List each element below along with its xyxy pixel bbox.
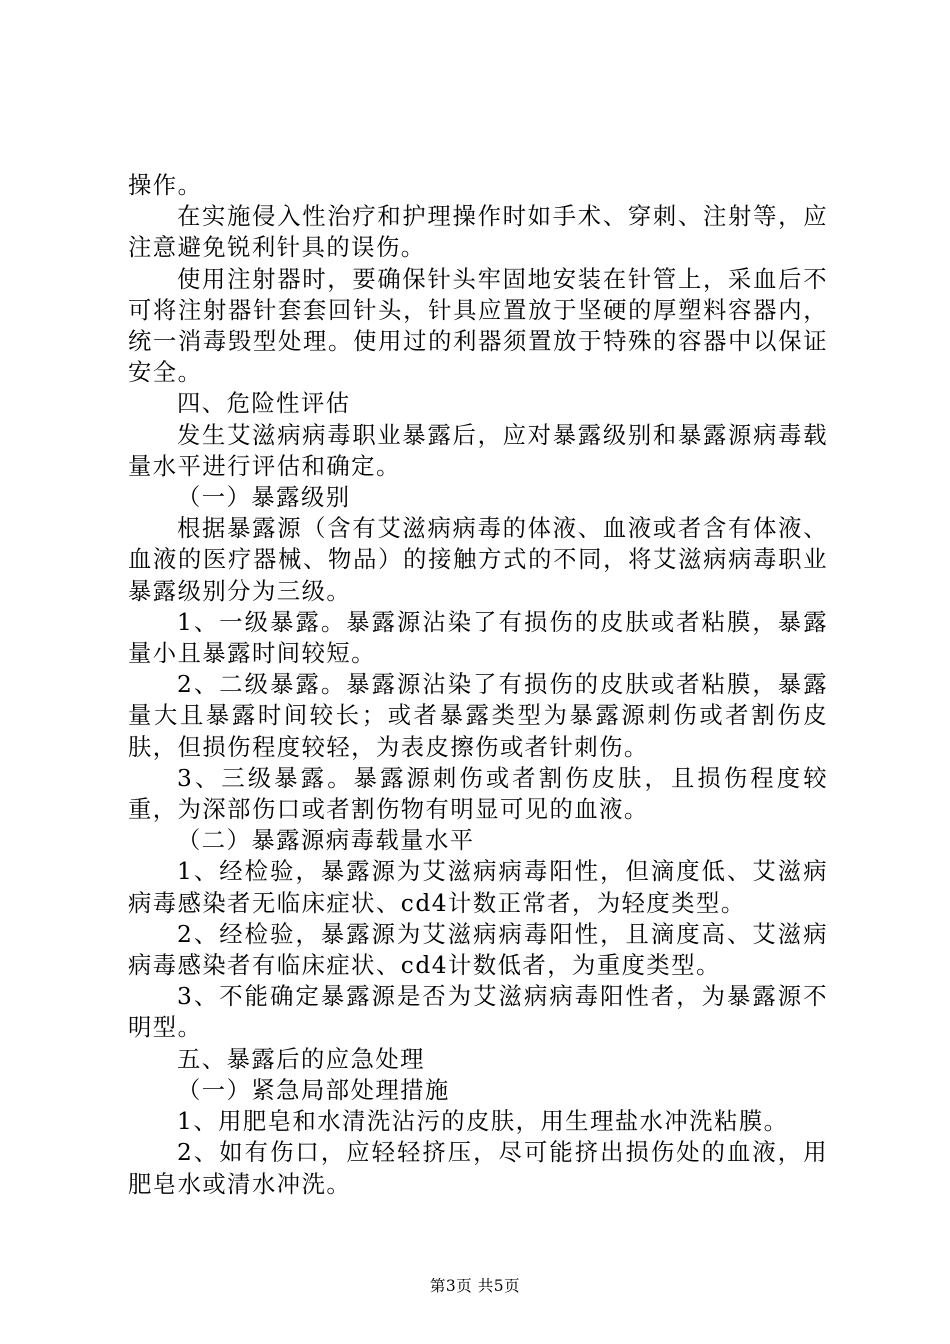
subsection-heading: （一）暴露级别 xyxy=(177,484,351,512)
paragraph: 在实施侵入性治疗和护理操作时如手术、穿刺、注射等，应注意避免锐利针具的误伤。 xyxy=(128,203,828,262)
document-body xyxy=(128,170,828,1200)
section-heading: 五、暴露后的应急处理 xyxy=(177,1045,425,1073)
list-item: 2、经检验，暴露源为艾滋病病毒阳性，且滴度高、艾滋病病毒感染者有临床症状、cd4计数低者，为重度类型。 xyxy=(128,920,828,980)
subsection-heading: （二）暴露源病毒载量水平 xyxy=(177,827,475,855)
list-item: 2、二级暴露。暴露源沾染了有损伤的皮肤或者粘膜，暴露量大且暴露时间较长；或者暴露类型为暴露源刺伤或者割伤皮肤，但损伤程度较轻，为表皮擦伤或者针刺伤。 xyxy=(128,671,828,761)
paragraph: 发生艾滋病病毒职业暴露后，应对暴露级别和暴露源病毒载量水平进行评估和确定。 xyxy=(128,421,828,480)
paragraph: 使用注射器时，要确保针头牢固地安装在针管上，采血后不可将注射器针套套回针头，针具应置放于坚硬的厚塑料容器内，统一消毒毁型处理。使用过的利器须置放于特殊的容器中以保证安全。 xyxy=(128,265,828,387)
subsection-heading: （一）紧急局部处理措施 xyxy=(177,1076,450,1104)
list-item: 1、经检验，暴露源为艾滋病病毒阳性，但滴度低、艾滋病病毒感染者无临床症状、cd4计数正常者，为轻度类型。 xyxy=(128,858,828,917)
list-item: 1、一级暴露。暴露源沾染了有损伤的皮肤或者粘膜，暴露量小且暴露时间较短。 xyxy=(128,608,828,668)
list-item: 2、如有伤口，应轻轻挤压，尽可能挤出损伤处的血液，用肥皂水或清水冲洗。 xyxy=(128,1139,828,1198)
list-item: 1、用肥皂和水清洗沾污的皮肤，用生理盐水冲洗粘膜。 xyxy=(177,1108,789,1136)
list-item: 3、不能确定暴露源是否为艾滋病病毒阳性者，为暴露源不明型。 xyxy=(128,983,828,1042)
paragraph: 根据暴露源（含有艾滋病病毒的体液、血液或者含有体液、血液的医疗器械、物品）的接触方式的不同，将艾滋病病毒职业暴露级别分为三级。 xyxy=(128,515,828,605)
page-number-footer: 第3页 共5页 xyxy=(429,1277,521,1295)
list-item: 3、三级暴露。暴露源刺伤或者割伤皮肤，且损伤程度较重，为深部伤口或者割伤物有明显可见的血液。 xyxy=(128,764,828,824)
paragraph: 操作。 xyxy=(128,172,203,199)
section-heading: 四、危险性评估 xyxy=(177,390,351,418)
